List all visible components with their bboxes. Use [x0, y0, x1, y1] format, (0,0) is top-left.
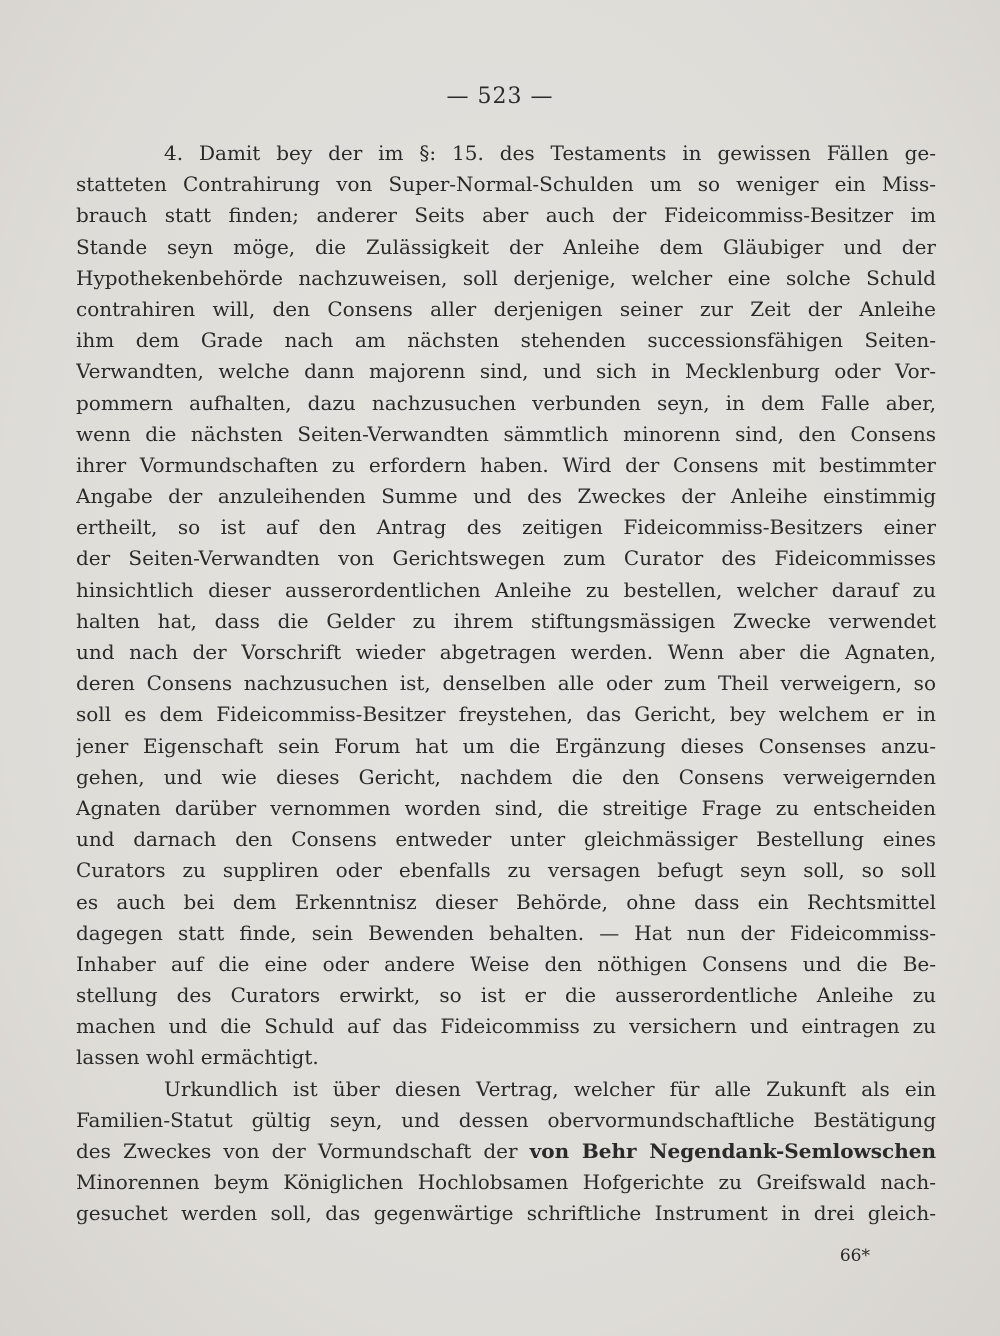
- text-line: soll es dem Fideicommiss-Besitzer freystehen, das Gericht, bey welchem er in: [76, 702, 936, 727]
- text-line: statteten Contrahirung von Super-Normal-Schulden um so weniger ein Miss-: [76, 172, 936, 197]
- paragraph-certification: [76, 1074, 936, 1230]
- text-line: machen und die Schuld auf das Fideicommiss zu versichern und eintragen zu: [76, 1014, 936, 1039]
- text-line: Hypothekenbehörde nachzuweisen, soll derjenige, welcher eine solche Schuld: [76, 265, 936, 290]
- text-line: Verwandten, welche dann majorenn sind, und sich in Mecklenburg oder Vor-: [76, 359, 936, 384]
- text-line: Stande seyn möge, die Zulässigkeit der Anleihe dem Gläubiger und der: [76, 234, 936, 259]
- printer-signature-mark: 66*: [839, 1246, 870, 1266]
- text-segment: des Zweckes von der Vormundschaft der: [76, 1139, 530, 1163]
- text-line: deren Consens nachzusuchen ist, denselben alle oder zum Theil verweigern, so: [76, 671, 936, 696]
- text-line: Agnaten darüber vernommen worden sind, die streitige Frage zu entscheiden: [76, 795, 936, 820]
- text-line: Curators zu suppliren oder ebenfalls zu versagen befugt seyn soll, so soll: [76, 858, 936, 883]
- family-name-bold: von Behr Negendank-Semlowschen: [529, 1139, 936, 1163]
- text-line: ihm dem Grade nach am nächsten stehenden successionsfähigen Seiten-: [76, 328, 936, 353]
- text-line: Minorennen beym Königlichen Hochlobsamen Hofgerichte zu Greifswald nach-: [76, 1170, 936, 1195]
- text-line: der Seiten-Verwandten von Gerichtswegen zum Curator des Fideicommisses: [76, 546, 936, 571]
- text-line: halten hat, dass die Gelder zu ihrem stiftungsmässigen Zwecke verwendet: [76, 608, 936, 633]
- text-line: gehen, und wie dieses Gericht, nachdem die den Consens verweigernden: [76, 764, 936, 789]
- text-line: Familien-Statut gültig seyn, und dessen obervormundschaftliche Bestätigung: [76, 1107, 936, 1132]
- text-line: pommern aufhalten, dazu nachzusuchen verbunden seyn, in dem Falle aber,: [76, 390, 936, 415]
- text-line: dagegen statt finde, sein Bewenden behalten. — Hat nun der Fideicommiss-: [76, 920, 936, 945]
- text-line: und nach der Vorschrift wieder abgetragen werden. Wenn aber die Agnaten,: [76, 640, 936, 664]
- text-line: lassen wohl ermächtigt.: [76, 1045, 319, 1070]
- text-line: Inhaber auf die eine oder andere Weise den nöthigen Consens und die Be-: [76, 951, 936, 976]
- text-line: Urkundlich ist über diesen Vertrag, welcher für alle Zukunft als ein: [164, 1076, 936, 1101]
- text-line: stellung des Curators erwirkt, so ist er die ausserordentliche Anleihe zu: [76, 983, 936, 1008]
- paragraph-fideicommiss-credit: [76, 138, 936, 1074]
- text-line: und darnach den Consens entweder unter gleichmässiger Bestellung eines: [76, 827, 936, 852]
- text-line: wenn die nächsten Seiten-Verwandten sämmtlich minorenn sind, den Consens: [76, 421, 936, 446]
- page-number-header: — 523 —: [446, 84, 554, 109]
- text-line: Angabe der anzuleihenden Summe und des Zweckes der Anleihe einstimmig: [76, 484, 936, 509]
- text-line-with-bold: [76, 1136, 936, 1167]
- text-line: ertheilt, so ist auf den Antrag des zeitigen Fideicommiss-Besitzers einer: [76, 515, 936, 540]
- text-line: brauch statt finden; anderer Seits aber auch der Fideicommiss-Besitzer im: [76, 203, 936, 228]
- body-text: [76, 138, 936, 1230]
- text-line: es auch bei dem Erkenntnisz dieser Behörde, ohne dass ein Rechtsmittel: [76, 889, 936, 914]
- text-line: 4. Damit bey der im §: 15. des Testaments in gewissen Fällen ge-: [164, 141, 936, 165]
- text-line: jener Eigenschaft sein Forum hat um die Ergänzung dieses Consenses anzu-: [76, 733, 936, 758]
- text-line: hinsichtlich dieser ausserordentlichen Anleihe zu bestellen, welcher darauf zu: [76, 577, 936, 602]
- text-line: gesuchet werden soll, das gegenwärtige schriftliche Instrument in drei gleich-: [76, 1201, 936, 1226]
- text-line: ihrer Vormundschaften zu erfordern haben. Wird der Consens mit bestimmter: [76, 452, 936, 477]
- text-line: contrahiren will, den Consens aller derjenigen seiner zur Zeit der Anleihe: [76, 296, 936, 321]
